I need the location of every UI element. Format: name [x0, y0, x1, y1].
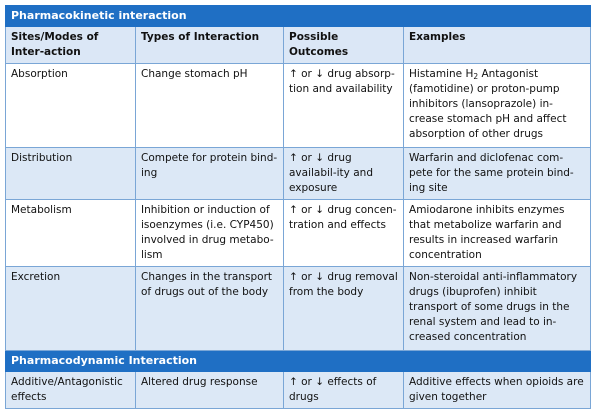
cell-example: Warfarin and diclofenac com-pete for the same protein bind-ing site [404, 148, 591, 200]
cell-site: Excretion [6, 267, 136, 351]
cell-outcome: ↑ or ↓ drug absorp-tion and availability [284, 64, 404, 148]
cell-example: Amiodarone inhibits enzymes that metabolize warfarin and results in increased warfarin concentration [404, 200, 591, 267]
cell-type: Inhibition or induction of isoenzymes (i.e. CYP450) involved in drug metabo-lism [136, 200, 284, 267]
table-row-excretion [6, 267, 591, 351]
header-sites-modes: Sites/Modes of Inter-action [6, 27, 136, 64]
cell-example [404, 64, 591, 148]
example-text-pre: Histamine H [409, 68, 474, 80]
table-row-metabolism [6, 200, 591, 267]
cell-type: Change stomach pH [136, 64, 284, 148]
cell-site: Metabolism [6, 200, 136, 267]
table-row-distribution [6, 148, 591, 200]
pharmacodynamic-section-title: Pharmacodynamic Interaction [6, 351, 591, 372]
cell-type: Compete for protein bind-ing [136, 148, 284, 200]
cell-outcome: ↑ or ↓ drug removal from the body [284, 267, 404, 351]
cell-site: Absorption [6, 64, 136, 148]
column-header-row [6, 27, 591, 64]
header-possible-outcomes: Possible Outcomes [284, 27, 404, 64]
pharmacodynamic-section-header [6, 351, 591, 372]
cell-example: Non-steroidal anti-inflammatory drugs (ibuprofen) inhibit transport of some drugs in the renal system and lead to in-creased concentration [404, 267, 591, 351]
pharmacokinetic-section-header [6, 6, 591, 27]
header-types-of-interaction: Types of Interaction [136, 27, 284, 64]
table-row-absorption [6, 64, 591, 148]
header-examples: Examples [404, 27, 591, 64]
section-header-spacer [404, 6, 591, 27]
cell-outcome: ↑ or ↓ drug concen-tration and effects [284, 200, 404, 267]
pharmacokinetic-section-title: Pharmacokinetic interaction [6, 6, 404, 27]
cell-example: Additive effects when opioids are given together [404, 372, 591, 409]
cell-type: Altered drug response [136, 372, 284, 409]
drug-interaction-table [5, 5, 591, 409]
cell-outcome: ↑ or ↓ effects of drugs [284, 372, 404, 409]
example-subscript: 2 [473, 72, 479, 81]
cell-type: Changes in the transport of drugs out of the body [136, 267, 284, 351]
cell-site: Distribution [6, 148, 136, 200]
example-text-post: Antagonist (famotidine) or proton-pump inhibitors (lansoprazole) in-crease stomach pH and affect absorption of other drugs [409, 68, 567, 140]
table-row-additive [6, 372, 591, 409]
cell-outcome: ↑ or ↓ drug availabil-ity and exposure [284, 148, 404, 200]
cell-site: Additive/Antagonistic effects [6, 372, 136, 409]
